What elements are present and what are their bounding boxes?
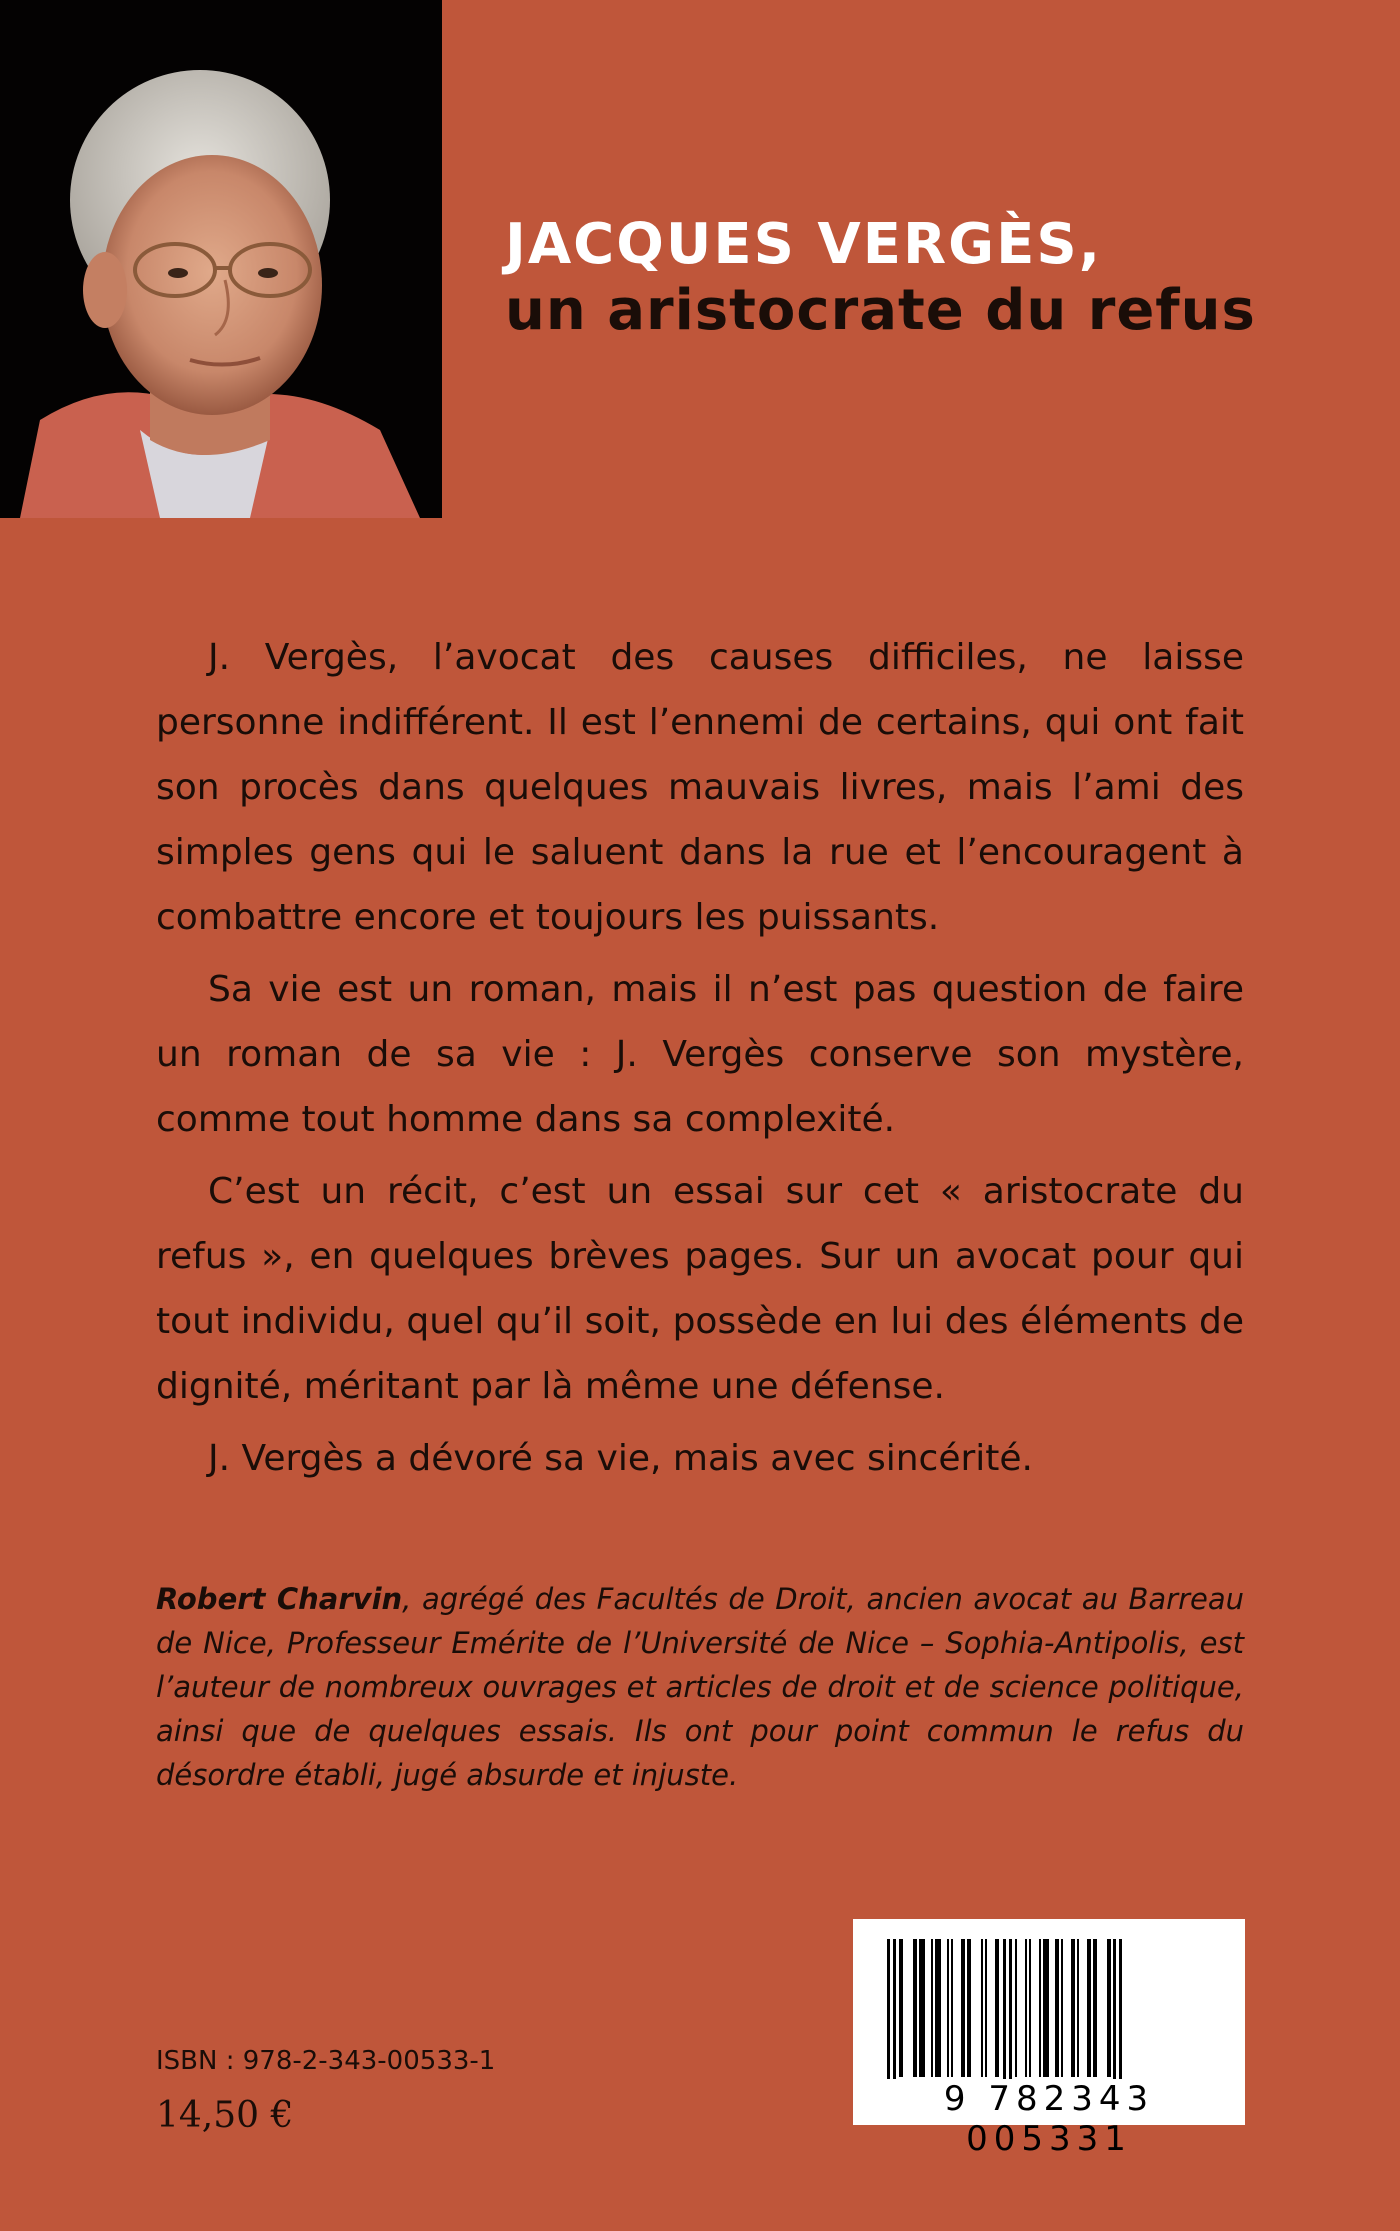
barcode-bar bbox=[893, 1939, 896, 2079]
barcode-bar bbox=[1039, 1939, 1041, 2077]
blurb-paragraph: C’est un récit, c’est un essai sur cet « aristocrate du refus », en quelques brèves pages. Sur un avocat pour qui tout individu, quel qu’il soit, possède en lui des éléments de dignité, méritant par là même une défense. bbox=[156, 1171, 1244, 1407]
author-photo bbox=[0, 0, 442, 518]
barcode-bar bbox=[913, 1939, 917, 2077]
barcode-bar bbox=[1061, 1939, 1063, 2077]
barcode-bar bbox=[1093, 1939, 1097, 2077]
price: 14,50 € bbox=[156, 2095, 294, 2136]
barcode-bar bbox=[1003, 1939, 1006, 2079]
barcode-bar bbox=[1071, 1939, 1075, 2077]
author-bio bbox=[156, 1577, 1244, 1797]
title-block bbox=[505, 212, 1305, 344]
blurb-paragraph: J. Vergès, l’avocat des causes difficiles, ne laisse personne indifférent. Il est l’ennemi de certains, qui ont fait son procès dans quelques mauvais livres, mais l’ami des simples gens qui le saluent dans la rue et l’encouragent à combattre encore et toujours les puissants. bbox=[156, 637, 1244, 938]
back-cover-blurb bbox=[156, 625, 1244, 1498]
barcode-bar bbox=[1029, 1939, 1031, 2077]
author-portrait bbox=[0, 0, 442, 518]
barcode bbox=[853, 1919, 1245, 2159]
barcode-bar bbox=[947, 1939, 949, 2077]
barcode-bar bbox=[1043, 1939, 1049, 2077]
barcode-bar bbox=[935, 1939, 941, 2077]
barcode-bar bbox=[951, 1939, 953, 2077]
barcode-digits: 9 782343 005331 bbox=[943, 2079, 1155, 2159]
barcode-bar bbox=[1113, 1939, 1116, 2079]
barcode-bar bbox=[931, 1939, 933, 2077]
barcode-bar bbox=[985, 1939, 987, 2077]
barcode-bar bbox=[995, 1939, 999, 2077]
barcode-bar bbox=[967, 1939, 971, 2077]
author-bio-text: , agrégé des Facultés de Droit, ancien avocat au Barreau de Nice, Professeur Emérite de l’Université de Nice – Sophia-Antipolis, est l’auteur de nombreux ouvrages et articles de droit et de science politique, ainsi que de quelques essais. Ils ont pour point commun le refus du désordre établi, jugé absurde et injuste. bbox=[156, 1582, 1244, 1792]
book-title: JACQUES VERGÈS, bbox=[505, 212, 1102, 277]
barcode-bar bbox=[1107, 1939, 1111, 2077]
isbn: ISBN : 978-2-343-00533-1 bbox=[156, 2046, 496, 2076]
book-subtitle: un aristocrate du refus bbox=[505, 278, 1256, 343]
barcode-bar bbox=[1025, 1939, 1027, 2077]
barcode-bar bbox=[887, 1939, 890, 2079]
barcode-bar bbox=[1015, 1939, 1017, 2077]
barcode-bar bbox=[1087, 1939, 1091, 2077]
barcode-bar bbox=[1009, 1939, 1012, 2079]
author-name: Robert Charvin bbox=[156, 1582, 403, 1616]
blurb-paragraph: J. Vergès a dévoré sa vie, mais avec sincérité. bbox=[208, 1438, 1033, 1479]
barcode-bar bbox=[981, 1939, 983, 2077]
barcode-bars bbox=[873, 1939, 1225, 2079]
barcode-bar bbox=[961, 1939, 965, 2077]
barcode-bar bbox=[1077, 1939, 1079, 2077]
barcode-bar bbox=[1055, 1939, 1059, 2077]
barcode-bar bbox=[1119, 1939, 1122, 2079]
blurb-paragraph: Sa vie est un roman, mais il n’est pas question de faire un roman de sa vie : J. Vergès conserve son mystère, comme tout homme dans sa complexité. bbox=[156, 969, 1244, 1140]
barcode-bar bbox=[899, 1939, 903, 2077]
barcode-bar bbox=[919, 1939, 925, 2077]
